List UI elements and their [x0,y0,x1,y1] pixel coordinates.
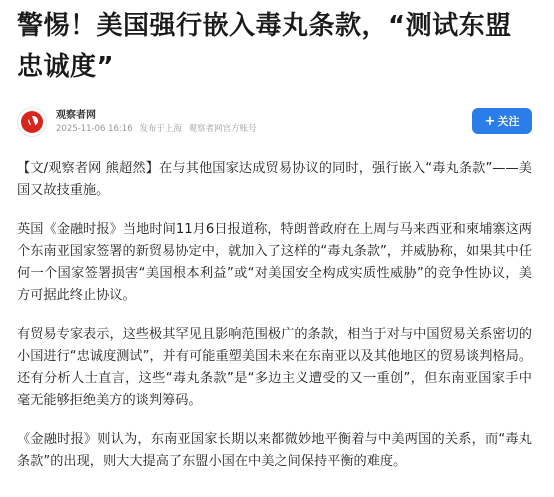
article-paragraph: 英国《金融时报》当地时间11月6日报道称，特朗普政府在上周与马来西亚和柬埔寨这两个东南亚国家签署的新贸易协定中，就加入了这样的“毒丸条款”，并威胁称，如果其中任何一个国家签署损害“美国根本利益”或“对美国安全构成实质性威胁”的竞争性协议，美方可据此终止协议。 [17,222,532,303]
follow-button[interactable] [472,108,532,134]
author-subline [56,123,257,136]
article-title: 警惕！美国强行嵌入毒丸条款，“测试东盟忠诚度” [17,11,512,82]
article-paragraph: 《金融时报》则认为，东南亚国家长期以来都微妙地平衡着与中美两国的关系，而“毒丸条款”的出现，则大大提高了东盟小国在中美之间保持平衡的难度。 [17,432,532,469]
article-paragraph: 【文/观察者网 熊超然】在与其他国家达成贸易协议的同时，强行嵌入“毒丸条款”——美国又故技重施。 [17,161,532,198]
author-meta [56,109,257,136]
plus-icon: + [484,113,496,129]
account-type: 观察者网官方账号 [188,123,257,134]
author-row [17,102,532,142]
publish-location: 发布于上海 [139,123,182,134]
publish-date: 2025-11-06 16:16 [56,123,133,134]
guancha-logo-icon [21,111,43,133]
author-name[interactable]: 观察者网 [56,109,96,121]
avatar[interactable] [17,107,47,137]
article-body [17,158,532,473]
follow-label: 关注 [497,115,520,128]
article-paragraph: 有贸易专家表示，这些极其罕见且影响范围极广的条款，相当于对与中国贸易关系密切的小国进行“忠诚度测试”，并有可能重塑美国未来在东南亚以及其他地区的贸易谈判格局。还有分析人士直言，这些“毒丸条款”是“多边主义遭受的又一重创”，但东南亚国家手中毫无能够拒绝美方的谈判筹码。 [17,327,532,408]
